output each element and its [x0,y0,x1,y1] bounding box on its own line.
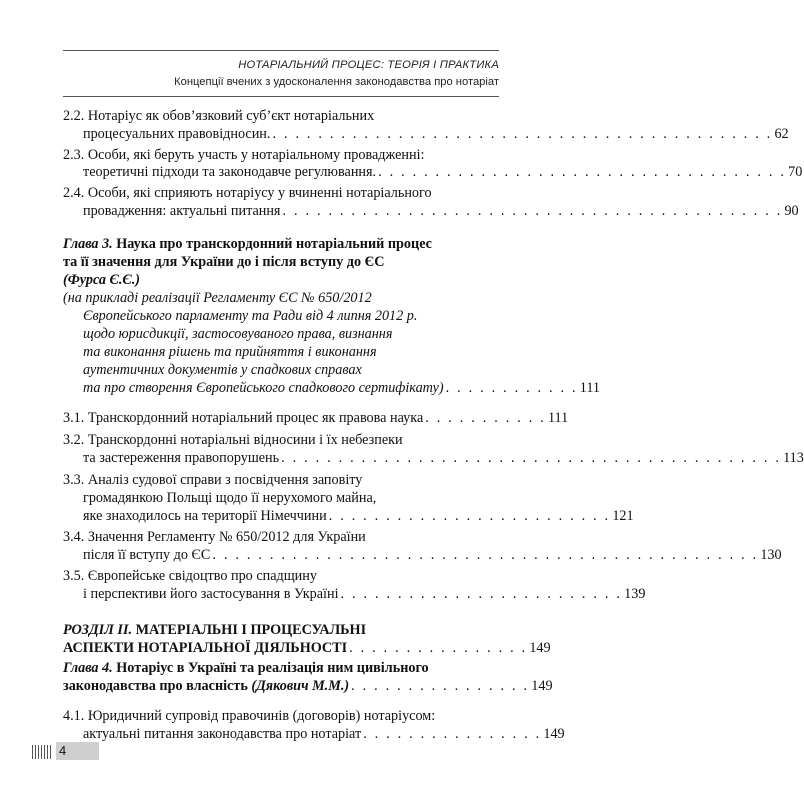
toc-entry-3-2-line1: 3.2. Транскордонні нотаріальні відносини і їх небезпеки [63,432,403,448]
dot-leader: . . . . . . . . . . . . . . . . . . . . . . . . . . . . . . . . . . . . [378,164,787,180]
footer-decoration-bars [32,745,54,759]
chapter-label: Глава 4. [63,660,113,676]
chapter-3-note-line4: та виконання рішень та прийняття і виконання [83,344,377,360]
header-subtitle: Концепції вчених з удосконалення законодавства про нотаріат [174,76,499,88]
chapter-title: Наука про транскордонний нотаріальний процес [112,236,432,252]
toc-page-number: 121 [612,508,634,524]
toc-entry-text: після її вступу до ЄС [83,547,211,563]
toc-entry-text [63,678,349,695]
dot-leader: . . . . . . . . . . . . . . . . . . . . . . . . . [328,508,611,524]
toc-entry-4-1-line2 [83,726,565,743]
toc-entry-3-4-line2 [83,547,782,564]
dot-leader: . . . . . . . . . . . . . . . . . . . . . . . . . . . . . . . . . . . . . . . . . . . . [282,203,783,219]
toc-entry-3-3-line2: громадянкою Польщі щодо її нерухомого майна, [83,490,377,506]
toc-page-number: 111 [547,410,569,426]
toc-entry-text: провадження: актуальні питання [83,203,281,219]
chapter-3-heading-line2: та її значення для України до і після вступу до ЄС [63,254,385,270]
dot-leader: . . . . . . . . . . . . . . . . . . . . . . . . . [340,586,623,602]
part-label: РОЗДІЛ ІІ. [63,622,133,638]
dot-leader: . . . . . . . . . . . . [445,380,578,396]
toc-entry-2-2-line2 [83,126,789,143]
toc-entry-2-3-line2 [83,164,803,181]
toc-page-number: 113 [783,450,804,466]
toc-entry-text: та про створення Європейського спадкового сертифікату) [83,380,444,396]
toc-entry-3-2-line2 [83,450,804,467]
chapter-title: Нотаріус в Україні та реалізація ним цивільного [112,660,429,676]
toc-entry-2-4-line2 [83,203,799,220]
toc-entry-text: та застереження правопорушень [83,450,280,466]
chapter-3-author: (Фурса Є.Є.) [63,272,141,288]
toc-entry-text: процесуальних правовідносин. [83,126,271,142]
toc-entry-text: яке знаходилось на території Німеччини [83,508,327,524]
toc-entry-3-1 [63,410,569,427]
toc-page-number: 149 [531,678,553,694]
dot-leader: . . . . . . . . . . . . . . . . . . . . . . . . . . . . . . . . . . . . . . . . . . . . [281,450,782,466]
chapter-4-author: (Дякович М.М.) [251,678,350,694]
dot-leader: . . . . . . . . . . . . . . . . [349,640,528,656]
toc-entry-2-2-line1: 2.2. Нотаріус як обов’язковий суб’єкт нотаріальних [63,108,375,124]
chapter-title-cont: законодавства про власність [63,678,248,694]
toc-entry-text: АСПЕКТИ НОТАРІАЛЬНОЇ ДІЯЛЬНОСТІ [63,640,348,656]
toc-page-number: 130 [760,547,782,563]
chapter-3-note-line2: Європейського парламенту та Ради від 4 липня 2012 р. [83,308,418,324]
toc-entry-3-4-line1: 3.4. Значення Регламенту № 650/2012 для України [63,529,366,545]
dot-leader: . . . . . . . . . . . . . . . . . . . . . . . . . . . . . . . . . . . . . . . . . . . . [272,126,773,142]
toc-entry-text: актуальні питання законодавства про нотаріат [83,726,362,742]
chapter-3-note-line3: щодо юрисдикції, застосовуваного права, визнання [83,326,393,342]
chapter-3-heading-line1 [63,236,499,253]
part-title: МАТЕРІАЛЬНІ І ПРОЦЕСУАЛЬНІ [132,622,367,638]
toc-page-number: 62 [774,126,789,142]
toc-page-number: 139 [624,586,646,602]
page-number: 4 [56,742,99,760]
toc-entry-text: 3.1. Транскордонний нотаріальний процес як правова наука [63,410,424,426]
toc-page-number: 149 [543,726,565,742]
toc-entry-4-1-line1: 4.1. Юридичний супровід правочинів (договорів) нотаріусом: [63,708,436,724]
running-header [63,50,499,97]
chapter-3-note-line1: (на прикладі реалізації Регламенту ЄС № 650/2012 [63,290,372,306]
toc-page-number: 90 [784,203,799,219]
toc-entry-3-3-line3 [83,508,634,525]
toc-entry-3-3-line1: 3.3. Аналіз судової справи з посвідчення заповіту [63,472,363,488]
header-title: НОТАРІАЛЬНИЙ ПРОЦЕС: ТЕОРІЯ І ПРАКТИКА [238,59,499,71]
dot-leader: . . . . . . . . . . . . . . . . . . . . . . . . . . . . . . . . . . . . . . . . . . . . . . . . [212,547,759,563]
dot-leader: . . . . . . . . . . . . . . . . [351,678,530,694]
dot-leader: . . . . . . . . . . . [425,410,546,426]
chapter-label: Глава 3. [63,236,113,252]
toc-entry-text: теоретичні підходи та законодавче регулювання. [83,164,377,180]
chapter-3-note-line6 [83,380,601,397]
part-2-heading-line1 [63,622,499,639]
part-2-heading-line2 [63,640,551,657]
toc-page-number: 111 [579,380,601,396]
toc-page-number: 70 [788,164,803,180]
dot-leader: . . . . . . . . . . . . . . . . [363,726,542,742]
toc-entry-2-3-line1: 2.3. Особи, які беруть участь у нотаріальному провадженні: [63,147,425,163]
toc-page-number: 149 [529,640,551,656]
chapter-4-heading-line1 [63,660,499,677]
toc-entry-2-4-line1: 2.4. Особи, які сприяють нотаріусу у вчиненні нотаріального [63,185,432,201]
toc-entry-3-5-line1: 3.5. Європейське свідоцтво про спадщину [63,568,317,584]
chapter-3-note-line5: аутентичних документів у спадкових справах [83,362,362,378]
chapter-4-heading-line2 [63,678,553,695]
toc-entry-3-5-line2 [83,586,646,603]
toc-entry-text: і перспективи його застосування в Україні [83,586,339,602]
